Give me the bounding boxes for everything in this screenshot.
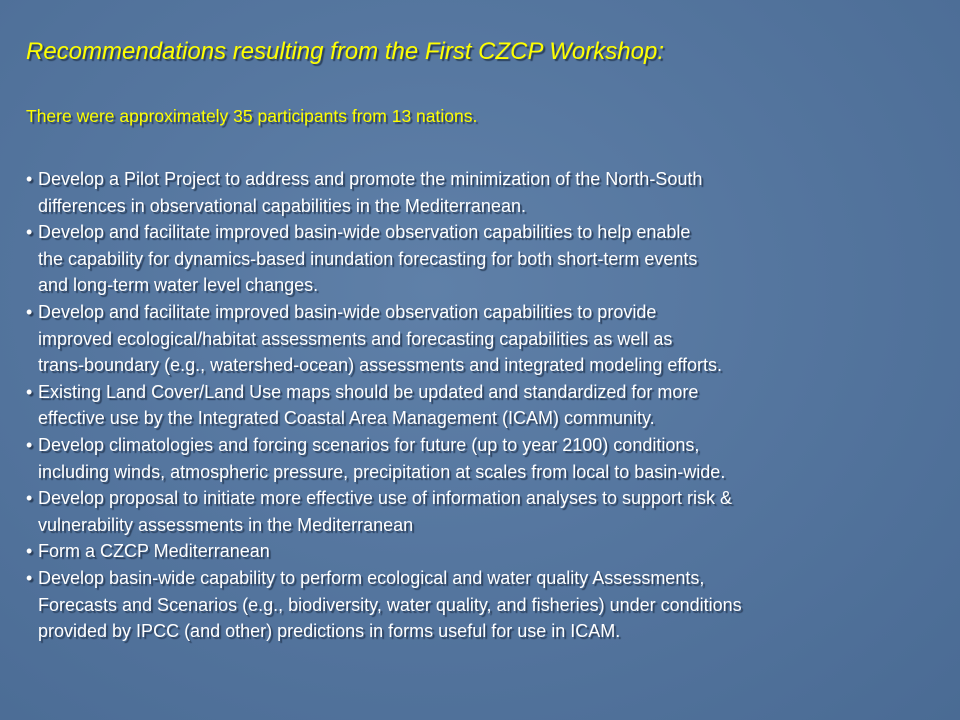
list-item [26,432,946,485]
slide-subtitle: There were approximately 35 participants from 13 nations. [26,106,478,126]
list-item-line: • Develop a Pilot Project to address and promote the minimization of the North-South [38,169,703,189]
list-item [26,166,946,219]
list-item-line: improved ecological/habitat assessments and forecasting capabilities as well as [38,328,673,349]
list-item-line: effective use by the Integrated Coastal Area Management (ICAM) community. [38,408,655,429]
list-item-line: • Form a CZCP Mediterranean [38,541,270,562]
list-item-line: • Develop climatologies and forcing scenarios for future (up to year 2100) conditions, [38,434,700,455]
list-item [26,379,946,432]
list-item-line: the capability for dynamics-based inundation forecasting for both short-term events [38,248,698,269]
list-item-line: trans-boundary (e.g., watershed-ocean) assessments and integrated modeling efforts. [38,355,723,376]
list-item-line: and long-term water level changes. [38,275,319,296]
list-item-line: • Develop proposal to initiate more effective use of information analyses to support risk & [38,488,733,509]
list-item-line: • Develop basin-wide capability to perform ecological and water quality Assessments, [38,567,705,588]
list-item-line: vulnerability assessments in the Mediterranean [38,514,414,535]
list-item-line: • Existing Land Cover/Land Use maps should be updated and standardized for more [38,381,699,402]
list-item [26,485,946,538]
slide-title: Recommendations resulting from the First CZCP Workshop: [26,38,664,65]
list-item [26,219,946,299]
list-item-line: • Develop and facilitate improved basin-wide observation capabilities to help enable [38,222,691,243]
list-item-line: Forecasts and Scenarios (e.g., biodiversity, water quality, and fisheries) under conditions [38,594,742,615]
list-item-line: • Develop and facilitate improved basin-wide observation capabilities to provide [38,301,657,322]
list-item-line: provided by IPCC (and other) predictions in forms useful for use in ICAM. [38,621,621,642]
recommendations-list [26,166,946,645]
list-item-line: differences in observational capabilities in the Mediterranean. [38,195,526,216]
list-item [26,538,946,565]
list-item [26,565,946,645]
list-item [26,299,946,379]
list-item-line: including winds, atmospheric pressure, precipitation at scales from local to basin-wide. [38,461,726,482]
